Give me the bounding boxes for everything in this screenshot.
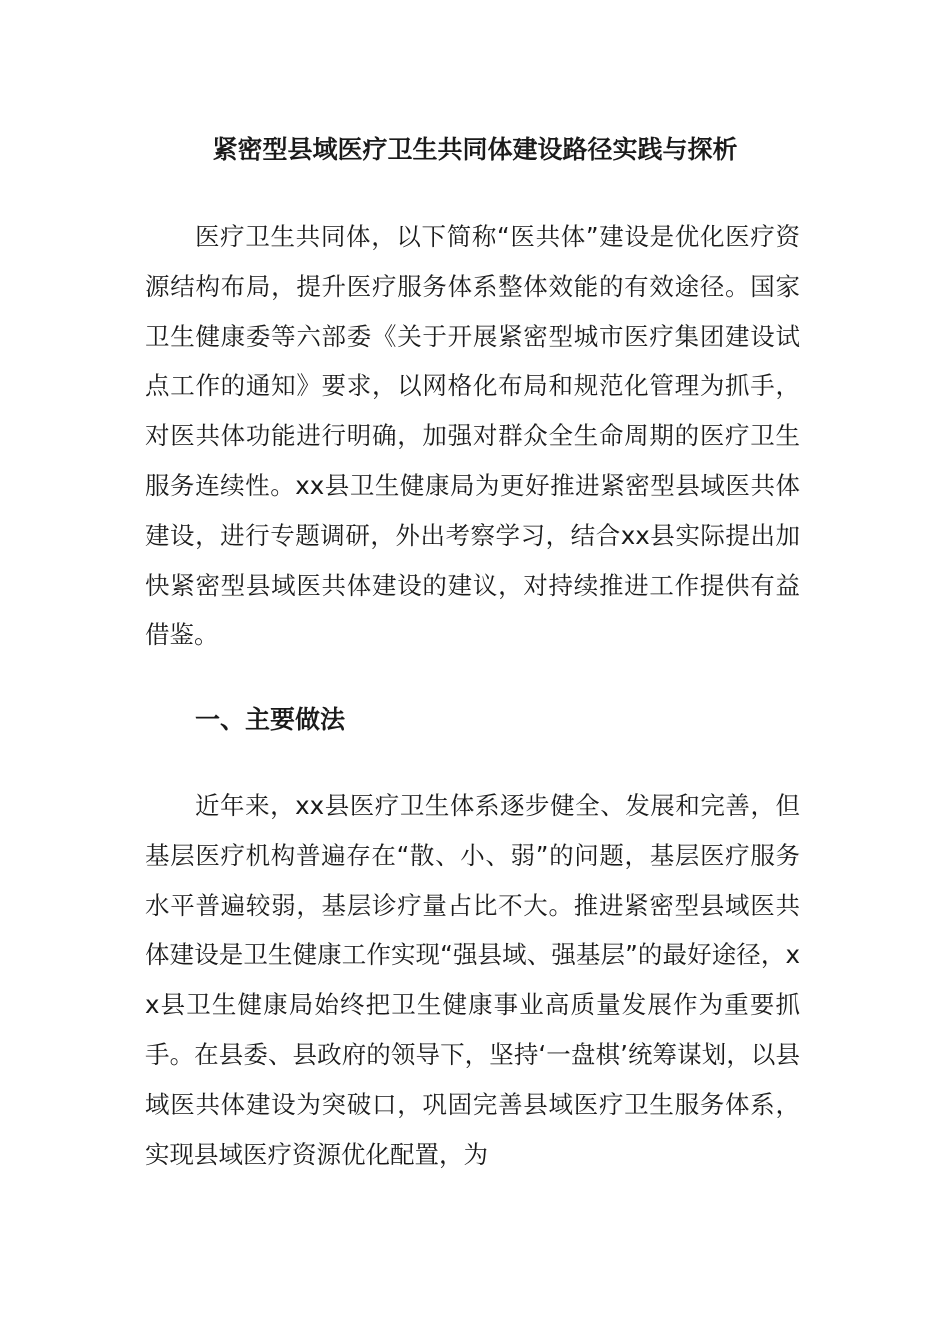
section-heading-main-practices: 一、主要做法 [195,705,346,734]
intro-paragraph: 医疗卫生共同体，以下简称“医共体”建设是优化医疗资源结构布局，提升医疗服务体系整体效能的有效途径。国家卫生健康委等六部委《关于开展紧密型城市医疗集团建设试点工作的通知》要求，以网格化布局和规范化管理为抓手，对医共体功能进行明确，加强对群众全生命周期的医疗卫生服务连续性。xx县卫生健康局为更好推进紧密型县域医共体建设，进行专题调研，外出考察学习，结合xx县实际提出加快紧密型县域医共体建设的建议，对持续推进工作提供有益借鉴。 [145,222,800,650]
section-1-paragraph: 近年来，xx县医疗卫生体系逐步健全、发展和完善，但基层医疗机构普遍存在“散、小、弱”的问题，基层医疗服务水平普遍较弱，基层诊疗量占比不大。推进紧密型县域医共体建设是卫生健康工作实现“强县域、强基层”的最好途径，xx县卫生健康局始终把卫生健康事业高质量发展作为重要抓手。在县委、县政府的领导下，坚持‘一盘棋’统筹谋划，以县域医共体建设为突破口，巩固完善县域医疗卫生服务体系，实现县域医疗资源优化配置，为 [145,791,800,1169]
document-title: 紧密型县域医疗卫生共同体建设路径实践与探析 [212,135,738,164]
